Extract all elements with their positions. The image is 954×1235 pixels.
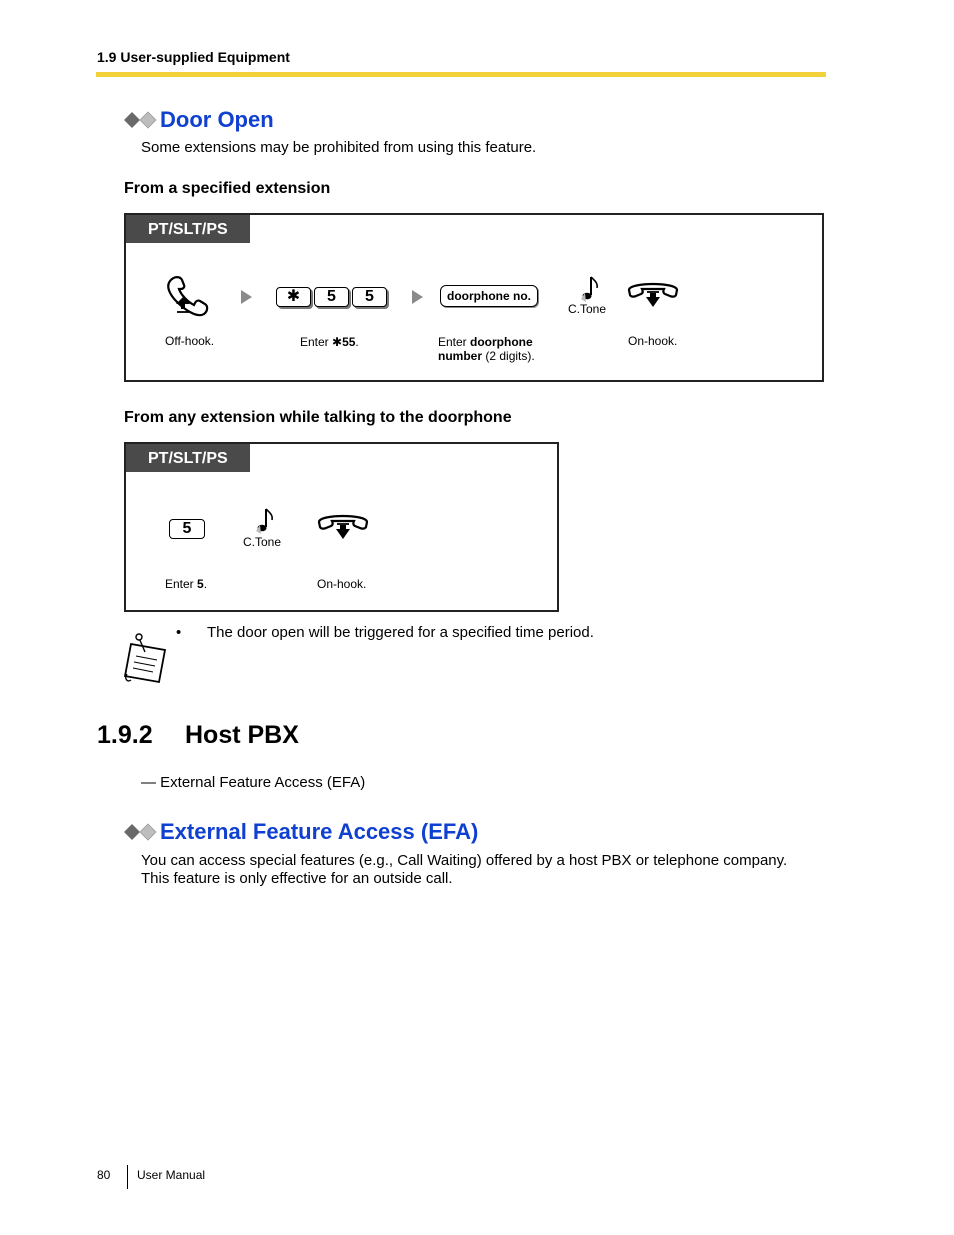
section-title-door-open: Door Open [160,107,274,132]
key-5: 5 [169,519,205,539]
footer-label: User Manual [137,1168,206,1182]
note-text: The door open will be triggered for a specified time period. [207,624,594,641]
ctone-label: C.Tone [568,302,607,316]
caption-on-hook: On-hook. [317,577,367,591]
caption-enter-doorphone-number: Enter doorphone number (2 digits). [438,335,535,363]
section-number: 1.9.2 [97,721,153,749]
note-memo-icon [121,630,169,686]
procedure-box-specified-extension [124,213,824,382]
section-title-efa: External Feature Access (EFA) [160,819,479,844]
running-header: 1.9 User-supplied Equipment [97,49,290,65]
confirmation-tone-note-icon [578,275,600,303]
off-hook-handset-icon [164,275,214,317]
header-rule [96,72,826,77]
host-pbx-subtitle: — External Feature Access (EFA) [141,774,366,791]
key-5-second: 5 [352,287,387,307]
procedure-box-doorphone-talk [124,442,559,612]
caption-enter-5: Enter 5. [165,577,208,591]
efa-line-2: This feature is only effective for an outside call. [141,870,453,887]
proc2-tab: PT/SLT/PS [126,444,250,472]
key-5-first: 5 [314,287,349,307]
section-diamonds-icon [124,111,158,129]
on-hook-handset-icon [626,278,680,312]
caption-enter-star55: Enter ✱55. [300,335,359,349]
on-hook-handset-icon [316,510,370,544]
confirmation-tone-note-icon [253,507,275,535]
star-key-icon: ✱ [276,287,311,307]
door-open-intro: Some extensions may be prohibited from using this feature. [141,139,537,156]
page-number: 80 [97,1168,111,1182]
proc1-tab: PT/SLT/PS [126,215,250,243]
caption-on-hook: On-hook. [628,334,678,348]
page-section-title: Host PBX [185,721,299,749]
doorphone-number-key: doorphone no. [440,285,538,307]
ctone-label: C.Tone [243,535,282,549]
flow-arrow-icon [412,290,423,304]
flow-arrow-icon [241,290,252,304]
note-bullet-icon: • [176,624,182,641]
caption-off-hook: Off-hook. [165,334,215,348]
efa-line-1: You can access special features (e.g., Call Waiting) offered by a host PBX or telephone company. [141,852,788,869]
proc1-heading: From a specified extension [124,180,331,197]
proc2-heading: From any extension while talking to the doorphone [124,409,512,426]
footer-divider [127,1165,128,1189]
section-diamonds-icon [124,823,158,841]
